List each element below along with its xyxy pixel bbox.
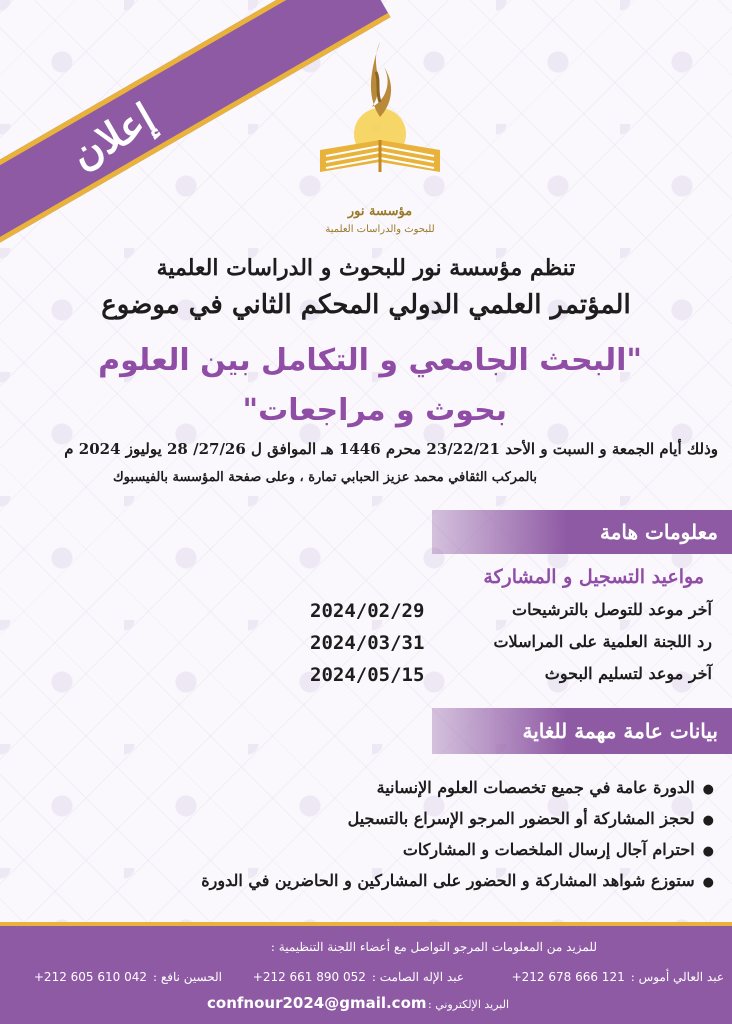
ribbon-text: إعلان [62,93,163,179]
deadline-label: آخر موعد للتوصل بالترشيحات [512,600,712,619]
logo [310,22,450,242]
dates-line: وذلك أيام الجمعة و السبت و الأحد 23/22/21 محرم 1446 هـ الموافق ل 27/26/ 28 يوليوز 2024 م [64,440,718,458]
list-item: ● ستوزع شواهد المشاركة و الحضور على المشاركين و الحاضرين في الدورة [24,865,714,896]
list-item: ● احترام آجال إرسال الملخصات و المشاركات [24,834,714,865]
footer-intro: للمزيد من المعلومات المرجو التواصل مع أعضاء اللجنة التنظيمية : [270,940,597,954]
important-info-banner: معلومات هامة [432,510,732,554]
contact-name: عبد العالي أموس : [630,970,724,984]
deadline-date: 2024/03/31 [310,632,425,654]
contact-phone[interactable]: +212 661 890 052 [252,970,366,984]
deadline-row [0,664,732,690]
logo-name: مؤسسة نور [347,204,413,219]
contact-name: عبد الإله الصامت : [371,970,464,984]
contact-phone[interactable]: +212 605 610 042 [33,970,147,984]
organizer-line: تنظم مؤسسة نور للبحوث و الدراسات العلمية [156,255,576,281]
topic-line-2: بحوث و مراجعات" [242,393,507,428]
footer [0,922,732,1024]
contact-item [512,970,724,984]
venue-line: بالمركب الثقافي محمد عزيز الحبابي تمارة ، وعلى صفحة المؤسسة بالفيسبوك [112,470,537,485]
conference-title: المؤتمر العلمي الدولي المحكم الثاني في موضوع [101,290,631,320]
contact-name: الحسين نافع : [153,970,222,984]
contact-item [34,970,222,984]
contacts [0,970,732,990]
deadline-label: آخر موعد لتسليم البحوث [544,664,712,683]
list-item: ● لحجز المشاركة أو الحضور المرجو الإسراع بالتسجيل [24,803,714,834]
email-link[interactable]: confnour2024@gmail.com [207,994,427,1012]
contact-item [253,970,464,984]
general-info-list [24,772,714,896]
deadline-row [0,600,732,626]
list-item: ● الدورة عامة في جميع تخصصات العلوم الإنسانية [24,772,714,803]
logo-subtitle: للبحوث والدراسات العلمية [325,224,435,235]
contact-phone[interactable]: +212 678 666 121 [511,970,625,984]
deadline-date: 2024/02/29 [310,600,425,622]
general-info-banner: بيانات عامة مهمة للغاية [432,708,732,754]
book-flame-icon [310,22,450,202]
topic-line-1: "البحث الجامعي و التكامل بين العلوم [98,343,642,378]
deadline-label: رد اللجنة العلمية على المراسلات [493,632,712,651]
email-label: البريد الإلكتروني : [428,998,510,1011]
deadline-date: 2024/05/15 [310,664,425,686]
registration-section-title: مواعيد التسجيل و المشاركة [483,566,704,588]
deadline-row [0,632,732,658]
